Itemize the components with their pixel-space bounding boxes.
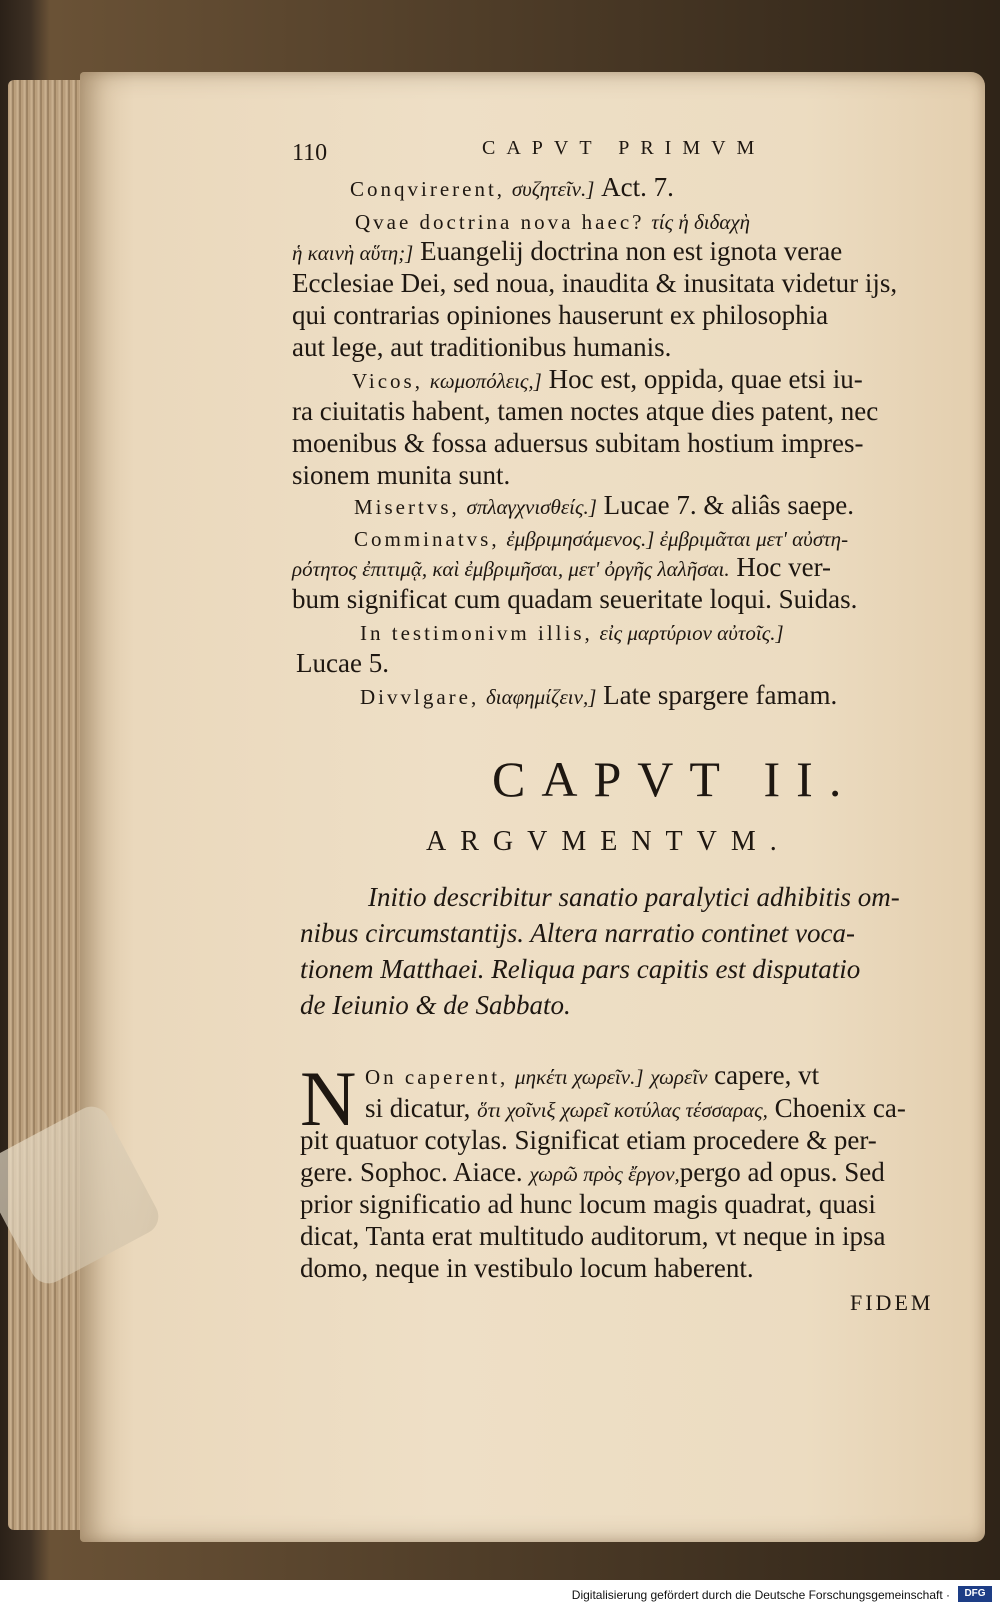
argument-line: de Ieiunio & de Sabbato. [300, 990, 571, 1020]
argument-heading: ARGVMENTVM. [426, 826, 791, 857]
argument-line: tionem Matthaei. Reliqua pars capitis est disputatio [300, 954, 861, 984]
running-head: CAPVT PRIMVM [482, 137, 766, 159]
note-line: Conqvirerent, συζητεῖν.] Act. 7. [350, 172, 674, 202]
note-line: Misertvs, σπλαγχνισθείς.] Lucae 7. & aliâs saepe. [354, 490, 855, 520]
note-line: Vicos, κωμοπόλεις,] Hoc est, oppida, quae etsi iu- [352, 364, 863, 394]
commentary-line: dicat, Tanta erat multitudo auditorum, vt neque in ipsa [300, 1221, 886, 1251]
note-line: qui contrarias opiniones hauserunt ex philosophia [292, 300, 829, 330]
note-line: ἡ καινὴ αὕτη;] Euangelij doctrina non est ignota verae [292, 236, 843, 266]
note-line: Lucae 5. [296, 648, 389, 678]
catchword: FIDEM [850, 1290, 934, 1315]
note-line: Divvlgare, διαφημίζειν,] Late spargere famam. [360, 680, 838, 710]
commentary-line: si dicatur, ὅτι χοῖνιξ χωρεῖ κοτύλας τέσσαρας, Choenix ca- [365, 1093, 906, 1123]
note-line: Comminatvs, ἐμβριμησάμενος.] ἐμβριμᾶται μετ' αὐστη- [354, 527, 849, 551]
note-line: sionem munita sunt. [292, 460, 511, 490]
page-number: 110 [292, 140, 328, 166]
note-line: In testimonivm illis, εἰς μαρτύριον αὐτοῖς.] [360, 621, 784, 645]
note-line: moenibus & fossa aduersus subitam hostium impres- [292, 428, 864, 458]
drop-cap: N [300, 1055, 357, 1142]
argument-line: Initio describitur sanatio paralytici adhibitis om- [368, 882, 900, 912]
note-line: bum significat cum quadam seueritate loqui. Suidas. [292, 584, 858, 614]
note-line: aut lege, aut traditionibus humanis. [292, 332, 672, 362]
commentary-line: domo, neque in vestibulo locum haberent. [300, 1253, 754, 1283]
argument-line: nibus circumstantijs. Altera narratio continet voca- [300, 918, 855, 948]
commentary-line: On caperent, μηκέτι χωρεῖν.] χωρεῖν capere, vt [365, 1060, 820, 1090]
dfg-logo: DFG [958, 1586, 992, 1602]
note-line: ρότητος ἐπιτιμᾷ, καὶ ἐμβριμῆσαι, μετ' ὀργῆς λαλῆσαι. Hoc ver- [292, 552, 832, 582]
funding-credit: Digitalisierung gefördert durch die Deutsche Forschungsgemeinschaft · [571, 1588, 950, 1602]
chapter-title: CAPVT II. [492, 751, 858, 807]
note-line: Qvae doctrina nova haec? τίς ἡ διδαχὴ [355, 210, 751, 234]
commentary-line: gere. Sophoc. Aiace. χωρῶ πρὸς ἔργον,pergo ad opus. Sed [300, 1157, 885, 1187]
note-line: Ecclesiae Dei, sed noua, inaudita & inusitata videtur ijs, [292, 268, 898, 298]
note-line: ra ciuitatis habent, tamen noctes atque dies patent, nec [292, 396, 879, 426]
digitization-footer [0, 1580, 1000, 1609]
commentary-line: pit quatuor cotylas. Significat etiam procedere & per- [300, 1125, 877, 1155]
commentary-line: prior significatio ad hunc locum magis quadrat, quasi [300, 1189, 876, 1219]
